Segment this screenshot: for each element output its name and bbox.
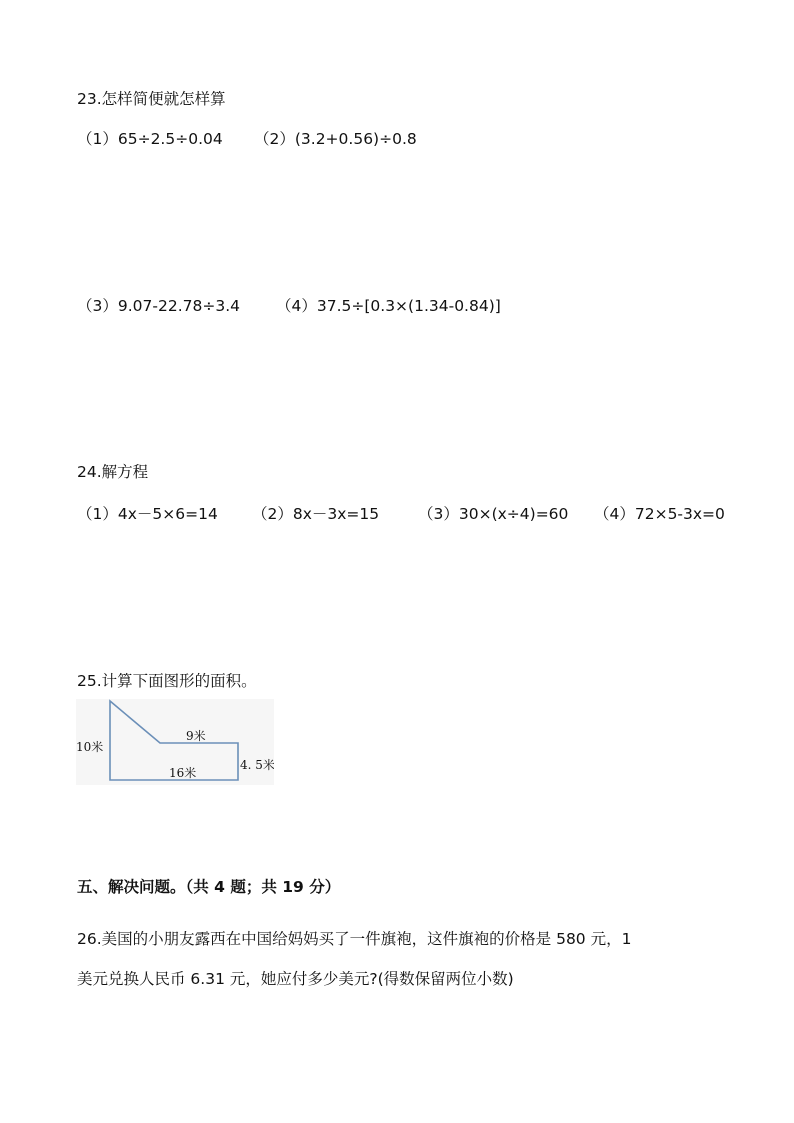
figure-label-right: 4. 5米 (240, 758, 274, 772)
q23-item-2: （2）(3.2+0.56)÷0.8 (254, 130, 417, 148)
q23-title: 23.怎样简便就怎样算 (77, 90, 226, 108)
q23-item-4: （4）37.5÷[0.3×(1.34-0.84)] (276, 297, 501, 315)
q24-title: 24.解方程 (77, 463, 149, 481)
section-5-heading: 五、解决问题。（共 4 题；共 19 分） (77, 878, 341, 896)
q23-item-1: （1）65÷2.5÷0.04 (77, 130, 223, 148)
figure-label-top: 9米 (186, 729, 206, 743)
figure-label-bottom: 16米 (169, 766, 197, 780)
q24-item-3: （3）30×(x÷4)=60 (418, 505, 569, 523)
q23-item-3: （3）9.07-22.78÷3.4 (77, 297, 240, 315)
q25-title: 25.计算下面图形的面积。 (77, 672, 257, 690)
figure-label-left: 10米 (76, 740, 104, 754)
area-figure-svg (76, 699, 274, 785)
q26-line-2: 美元兑换人民币 6.31 元，她应付多少美元?(得数保留两位小数) (77, 970, 514, 988)
q24-item-2: （2）8x－3x=15 (252, 505, 380, 523)
area-figure (76, 699, 274, 785)
q26-line-1: 26.美国的小朋友露西在中国给妈妈买了一件旗袍，这件旗袍的价格是 580 元，1 (77, 930, 632, 948)
q24-item-1: （1）4x－5×6=14 (77, 505, 218, 523)
q24-item-4: （4）72×5-3x=0 (594, 505, 725, 523)
